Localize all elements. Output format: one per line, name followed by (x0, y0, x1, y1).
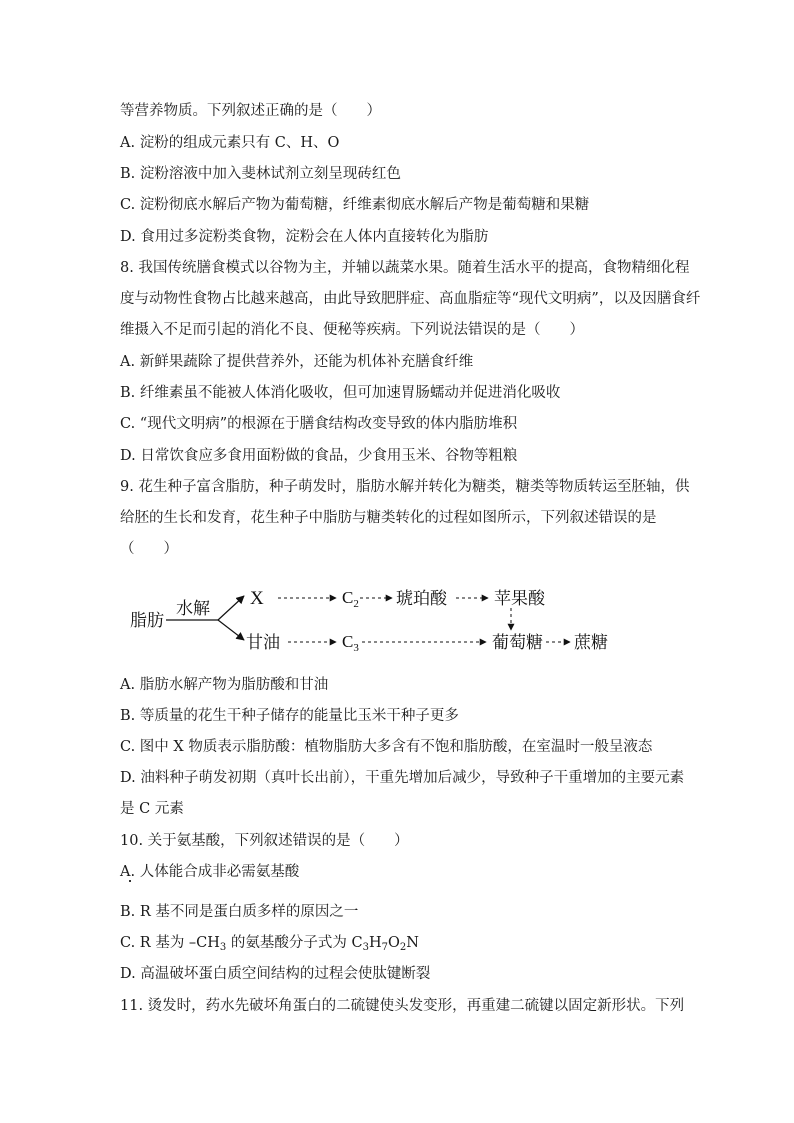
arrow-fat-to-glycerol (218, 620, 244, 640)
node-glucose: 葡萄糖 (492, 633, 543, 653)
q9-option-d: D. 油料种子萌发初期（真叶长出前），干重先增加后减少，导致种子干重增加的主要元素 (120, 770, 685, 786)
stray-dot (129, 880, 131, 882)
q9-option-d-cont: 是 C 元素 (120, 801, 184, 817)
q9-option-b: B. 等质量的花生干种子储存的能量比玉米干种子更多 (120, 708, 459, 724)
node-glycerol: 甘油 (246, 633, 280, 653)
q8-option-b: B. 纤维素虽不能被人体消化吸收，但可加速胃肠蠕动并促进消化吸收 (120, 385, 561, 401)
q8-option-d: D. 日常饮食应多食用面粉做的食品，少食用玉米、谷物等粗粮 (120, 448, 518, 464)
node-c3: $C_3$ (342, 632, 359, 654)
q7-end: 等营养物质。下列叙述正确的是（ ） (120, 103, 381, 119)
q8-option-a: A. 新鲜果蔬除了提供营养外，还能为机体补充膳食纤维 (120, 354, 474, 370)
q10-option-d: D. 高温破坏蛋白质空间结构的过程会使肽键断裂 (120, 966, 431, 982)
q10-option-a: A. 人体能合成非必需氨基酸 (120, 864, 300, 880)
fat-sugar-conversion-diagram (126, 580, 646, 660)
node-x: X (250, 588, 264, 609)
q8-stem-line-2: 度与动物性食物占比越来越高，由此导致肥胖症、高血脂症等“现代文明病”，以及因膳食纤 (120, 291, 701, 307)
q9-stem-line-3: （ ） (120, 541, 178, 557)
q7-option-b: B. 淀粉溶液中加入斐林试剂立刻呈现砖红色 (120, 166, 401, 182)
node-fat: 脂肪 (130, 611, 164, 631)
q10-option-c: C. R 基为 $-CH_3$ 的氨基酸分子式为 $C_3H_7O_2N$ (120, 935, 419, 953)
q8-option-c: C. “现代文明病”的根源在于膳食结构改变导致的体内脂肪堆积 (120, 416, 518, 432)
q9-option-a: A. 脂肪水解产物为脂肪酸和甘油 (120, 677, 329, 693)
q10-stem: 10. 关于氨基酸，下列叙述错误的是（ ） (120, 833, 409, 849)
q10-option-b: B. R 基不同是蛋白质多样的原因之一 (120, 904, 359, 920)
q7-option-d: D. 食用过多淀粉类食物，淀粉会在人体内直接转化为脂肪 (120, 229, 489, 245)
node-malic-acid: 苹果酸 (494, 589, 545, 609)
label-hydrolysis: 水解 (176, 599, 210, 619)
q9-stem-line-2: 给胚的生长和发育，花生种子中脂肪与糖类转化的过程如图所示，下列叙述错误的是 (120, 510, 657, 526)
q11-stem: 11. 烫发时，药水先破坏角蛋白的二硫键使头发变形，再重建二硫键以固定新形状。下列 (120, 998, 685, 1014)
q8-stem-line-1: 8. 我国传统膳食模式以谷物为主，并辅以蔬菜水果。随着生活水平的提高，食物精细化程 (120, 260, 690, 276)
node-succinic-acid: 琥珀酸 (396, 589, 447, 609)
q8-stem-line-3: 维摄入不足而引起的消化不良、便秘等疾病。下列说法错误的是（ ） (120, 322, 584, 338)
q9-option-c: C. 图中 X 物质表示脂肪酸：植物脂肪大多含有不饱和脂肪酸，在室温时一般呈液态 (120, 739, 653, 755)
arrow-fat-to-x (218, 596, 244, 620)
q7-option-a: A. 淀粉的组成元素只有 C、H、O (120, 135, 340, 151)
node-sucrose: 蔗糖 (574, 633, 608, 653)
node-c2: $C_2$ (342, 588, 359, 610)
q9-stem-line-1: 9. 花生种子富含脂肪，种子萌发时，脂肪水解并转化为糖类，糖类等物质转运至胚轴，供 (120, 479, 690, 495)
q7-option-c: C. 淀粉彻底水解后产物为葡萄糖，纤维素彻底水解后产物是葡萄糖和果糖 (120, 197, 590, 213)
